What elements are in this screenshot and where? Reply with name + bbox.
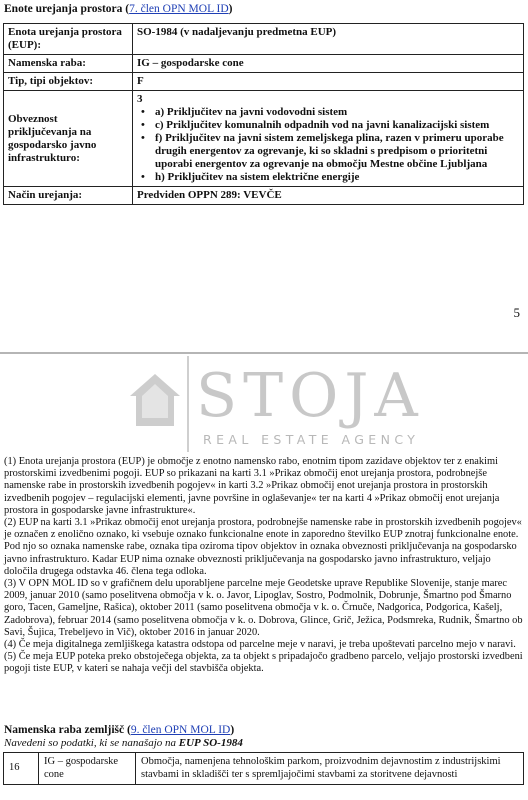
table-row [4, 753, 524, 785]
row-value: F [133, 73, 524, 91]
row-label: Namenska raba: [4, 55, 133, 73]
land-use-number: 16 [4, 753, 39, 785]
note-paragraph: (5) Če meja EUP poteka preko obstoječega objekta, za ta objekt s pripadajočo gradbeno parcelo, veljajo prostorski izvedbeni pogoji tiste EUP, v kateri se nahaja večji del stavbišča objekta. [4, 651, 523, 675]
note-paragraph: (4) Če meja digitalnega zemljiškega katastra odstopa od parcelne meje v naravi, je treba upoštevati parcelno mejo v naravi. [4, 639, 516, 651]
list-item: • a) Priključitev na javni vodovodni sistem [155, 106, 519, 119]
land-use-name: IG – gospodarske cone [39, 753, 136, 785]
row-value: Predviden OPPN 289: VEVČE [133, 187, 524, 205]
row-value: SO-1984 (v nadaljevanju predmetna EUP) [133, 24, 524, 55]
note-paragraph: (1) Enota urejanja prostora (EUP) je območje z enotno namensko rabo, enotnim tipom zazidave objektov ter z enakimi prostorskimi izvedbenimi pogoji. EUP so prikazani na karti 3.1 »Prikaz območij enot urejanja prostora, podrobnejše namenske rabe in prostorskih izvedbenih pogojev« in karti 3.2 »Prikaz območij enot urejanja prostora in prostorskih izvedbenih pogojev – regulacijski elementi, javne površine in oglaševanje« ter na karti 4 »Prikaz območij enot urejanja prostora in gospodarske javne infrastrukture«. [4, 456, 500, 516]
connections-list [137, 106, 519, 184]
land-use-description: Območja, namenjena tehnološkim parkom, proizvodnim dejavnostim z industrijskimi stavbami in skladišči ter s spremljajočimi stavbami za storitvene dejavnosti [136, 753, 524, 785]
watermark-tagline: REAL ESTATE AGENCY [203, 432, 420, 447]
page-number: 5 [513, 305, 520, 320]
house-logo-icon [128, 372, 182, 428]
table-row [4, 24, 524, 55]
subtitle-prefix: Navedeni so podatki, ki se nanašajo na [4, 737, 177, 749]
list-item: • f) Priključitev na javni sistem zemeljskega plina, razen v primeru uporabe drugih energentov za ogrevanje, ki so skladni s predpisom o prioritetni uporabi energentov za ogrevanje na območju Mestne občine Ljubljana [155, 132, 519, 171]
article-9-link[interactable]: 9. člen OPN MOL ID [130, 724, 231, 736]
row-label: Tip, tipi objektov: [4, 73, 133, 91]
table-row [4, 55, 524, 73]
table-row [4, 187, 524, 205]
watermark-logo-text: STOJA [196, 361, 424, 431]
row-label: Način urejanja: [4, 187, 133, 205]
page-divider [0, 352, 528, 354]
list-item: • h) Priključitev na sistem električne energije [155, 171, 519, 184]
logo-divider [187, 356, 189, 452]
article-7-link[interactable]: 7. člen OPN MOL ID [129, 3, 229, 15]
units-table [3, 23, 524, 205]
note-paragraph: (3) V OPN MOL ID so v grafičnem delu uporabljene parcelne meje Geodetske uprave Republike Slovenije, stanje marec 2009, januar 2010 (samo poselitvena območja v k. o. Javor, Lipoglav, Sostro, Podmolnik, Dobrunje, Šmartno pod Šmarno goro, Tacen, Gameljne, Rašica), oktober 2011 (samo poselitvena območja v k. o. Črnuče, Nadgorica, Podgorica, Kašelj, Zadobrova), februar 2014 (samo poselitvena območja v k. o. Dobrova, Glince, Grič, Ježica, Podsmreka, Rudnik, Šmartno ob Savi, Šujica, Trebeljevo in Vič), oktober 2016 in januar 2020. [4, 578, 523, 638]
section-title-units: Enote urejanja prostora (7. člen OPN MOL ID) [4, 3, 233, 15]
land-use-table [3, 752, 524, 785]
section-title-land-use: Namenska raba zemljišč (9. člen OPN MOL ID) [4, 724, 235, 736]
section-title-text: Enote urejanja prostora [4, 3, 123, 15]
note-paragraph: (2) EUP na karti 3.1 »Prikaz območij enot urejanja prostora, podrobnejše namenske rabe in prostorskih izvedbenih pogojev« je označen z enolično oznako, ki vsebuje oznako funkcionalne enote in zaporedno številko EUP znotraj funkcionalne enote. Pod njo so oznaka namenske rabe, oznaka tipa oziroma tipov objektov in oznaka obveznosti priključevanja na gospodarsko javno infrastrukturo. Kadar EUP nima oznake obveznosti priključevanja na gospodarsko javno infrastrukturo, veljajo določila drugega odstavka 46. člena tega odloka. [4, 517, 522, 577]
table-row [4, 73, 524, 91]
row-value: IG – gospodarske cone [133, 55, 524, 73]
row-value [133, 91, 524, 187]
row-label: Enota urejanja prostora (EUP): [4, 24, 133, 55]
connections-number: 3 [137, 93, 143, 105]
notes-block [4, 456, 524, 676]
subtitle-code: EUP SO-1984 [178, 737, 243, 749]
list-item: • c) Priključitev komunalnih odpadnih vod na javni kanalizacijski sistem [155, 119, 519, 132]
land-use-subtitle [4, 737, 243, 749]
section-title-text: Namenska raba zemljišč [4, 724, 125, 736]
row-label: Obveznost priključevanja na gospodarsko javno infrastrukturo: [4, 91, 133, 187]
table-row [4, 91, 524, 187]
